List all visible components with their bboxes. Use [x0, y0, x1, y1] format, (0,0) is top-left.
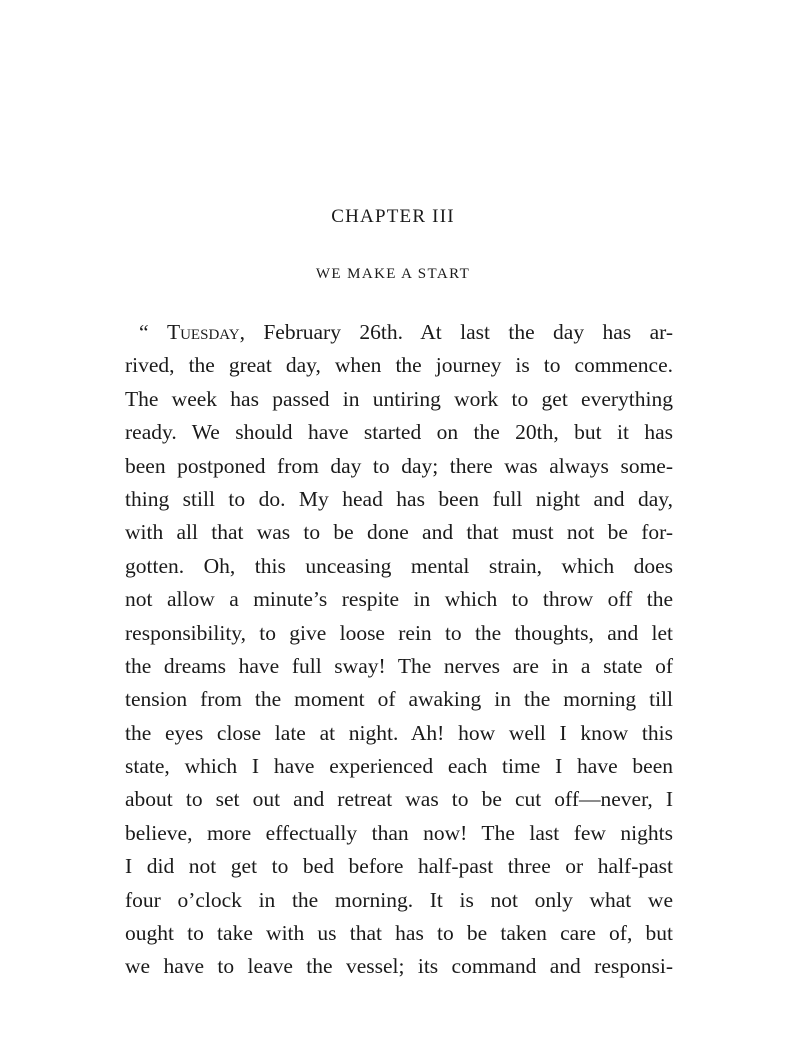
text-line: been postponed from day to day; there was always some- [125, 453, 673, 478]
text-line: ready. We should have started on the 20th, but it has [125, 420, 673, 445]
small-caps-word: Tuesday [166, 320, 240, 344]
text-line: four o’clock in the morning. It is not only what we [125, 887, 673, 912]
text-line: not allow a minute’s respite in which to throw off the [125, 587, 673, 612]
text-line: about to set out and retreat was to be cut off—never, I [125, 787, 673, 812]
chapter-body-text [125, 316, 673, 984]
text-line: the dreams have full sway! The nerves are in a state of [125, 653, 673, 678]
text-line: with all that was to be done and that must not be for- [125, 520, 673, 545]
text-line: I did not get to bed before half-past three or half-past [125, 854, 673, 879]
text-line: the eyes close late at night. Ah! how well I know this [125, 720, 673, 745]
text-line: The week has passed in untiring work to get everything [125, 386, 673, 411]
text-line: gotten. Oh, this unceasing mental strain, which does [125, 553, 673, 578]
text-line: state, which I have experienced each time I have been [125, 754, 673, 779]
chapter-number: CHAPTER III [331, 206, 455, 227]
text-line: rived, the great day, when the journey is to commence. [125, 353, 673, 378]
text-line: thing still to do. My head has been full night and day, [125, 486, 673, 511]
text-line: “ Tuesday, February 26th. At last the day has ar- [139, 320, 674, 344]
text-line: we have to leave the vessel; its command and responsi- [125, 954, 673, 979]
text-line: ought to take with us that has to be taken care of, but [125, 921, 673, 946]
text-line: responsibility, to give loose rein to the thoughts, and let [125, 620, 673, 645]
text-line: tension from the moment of awaking in the morning till [125, 687, 673, 712]
text-line: believe, more effectually than now! The last few nights [125, 820, 673, 845]
chapter-title: WE MAKE A START [315, 266, 471, 282]
